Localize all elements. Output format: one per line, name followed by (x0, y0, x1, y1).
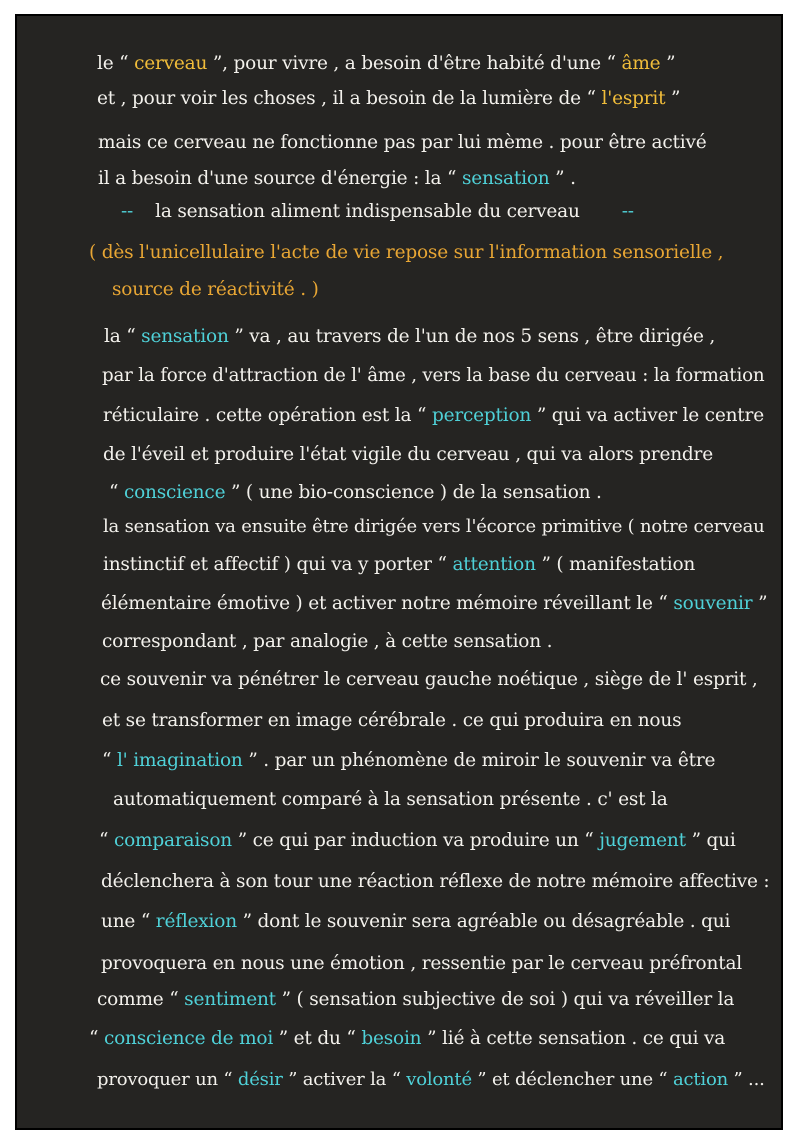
text-line: provoquer un “ désir ” activer la “ volonté ” et déclencher une “ action ” ... (97, 1069, 765, 1090)
text-line: la sensation va ensuite être dirigée vers l'écorce primitive ( notre cerveau (103, 516, 765, 537)
keyword-ame: âme (621, 53, 661, 74)
text-line: la “ sensation ” va , au travers de l'un de nos 5 sens , être dirigée , (104, 326, 716, 347)
keyword-comparaison: comparaison (113, 830, 233, 851)
note-line: source de réactivité . ) (112, 279, 319, 300)
keyword-reflexion: réflexion (155, 911, 237, 932)
text-line: une “ réflexion ” dont le souvenir sera agréable ou désagréable . qui (101, 911, 731, 932)
keyword-perception: perception (431, 405, 532, 426)
keyword-sentiment: sentiment (184, 989, 276, 1010)
text-line: réticulaire . cette opération est la “ perception ” qui va activer le centre (103, 405, 764, 426)
document-page (15, 14, 783, 1130)
text-line: correspondant , par analogie , à cette sensation . (102, 631, 553, 652)
text-line: de l'éveil et produire l'état vigile du cerveau , qui va alors prendre (103, 444, 713, 465)
keyword-sensation: sensation (141, 326, 229, 347)
text-line: et se transformer en image cérébrale . ce qui produira en nous (102, 710, 682, 731)
text-line: comme “ sentiment ” ( sensation subjective de soi ) qui va réveiller la (97, 989, 735, 1010)
keyword-imagination: l' imagination (116, 750, 243, 771)
text-line: déclenchera à son tour une réaction réflexe de notre mémoire affective : (101, 871, 770, 892)
keyword-action: action (672, 1069, 728, 1090)
text-line: mais ce cerveau ne fonctionne pas par lui mème . pour être activé (98, 132, 707, 153)
text-line: le “ cerveau ”, pour vivre , a besoin d'être habité d'une “ âme ” (97, 53, 676, 74)
subtitle-line: -- la sensation aliment indispensable du cerveau -- (121, 201, 634, 222)
text-line: il a besoin d'une source d'énergie : la “ sensation ” . (98, 168, 576, 189)
text-line: “ conscience de moi ” et du “ besoin ” lié à cette sensation . ce qui va (89, 1028, 726, 1049)
text-line: instinctif et affectif ) qui va y porter “ attention ” ( manifestation (103, 554, 696, 575)
keyword-conscience: conscience (123, 482, 226, 503)
keyword-cerveau: cerveau (134, 53, 208, 74)
keyword-besoin: besoin (361, 1028, 422, 1049)
keyword-desir: désir (237, 1069, 283, 1090)
text-line: “ conscience ” ( une bio-conscience ) de la sensation . (109, 482, 602, 503)
keyword-souvenir: souvenir (673, 593, 753, 614)
dash-left: -- (121, 201, 134, 222)
note-line: ( dès l'unicellulaire l'acte de vie repose sur l'information sensorielle , (89, 242, 724, 263)
dash-right: -- (621, 201, 634, 222)
keyword-esprit: l'esprit (601, 88, 666, 109)
keyword-attention: attention (452, 554, 536, 575)
text-line: “ comparaison ” ce qui par induction va produire un “ jugement ” qui (99, 830, 736, 851)
keyword-jugement: jugement (599, 830, 686, 851)
keyword-sensation: sensation (461, 168, 550, 189)
text-line: “ l' imagination ” . par un phénomène de miroir le souvenir va être (102, 750, 716, 771)
keyword-conscience-de-moi: conscience de moi (103, 1028, 274, 1049)
text-line: et , pour voir les choses , il a besoin de la lumière de “ l'esprit ” (97, 88, 681, 109)
text-line: ce souvenir va pénétrer le cerveau gauche noétique , siège de l' esprit , (100, 669, 758, 690)
keyword-volonte: volonté (406, 1069, 472, 1090)
text-line: automatiquement comparé à la sensation présente . c' est la (113, 789, 668, 810)
text-line: provoquera en nous une émotion , ressentie par le cerveau préfrontal (101, 953, 742, 974)
text-line: élémentaire émotive ) et activer notre mémoire réveillant le “ souvenir ” (101, 593, 768, 614)
text-line: par la force d'attraction de l' âme , vers la base du cerveau : la formation (102, 365, 765, 386)
